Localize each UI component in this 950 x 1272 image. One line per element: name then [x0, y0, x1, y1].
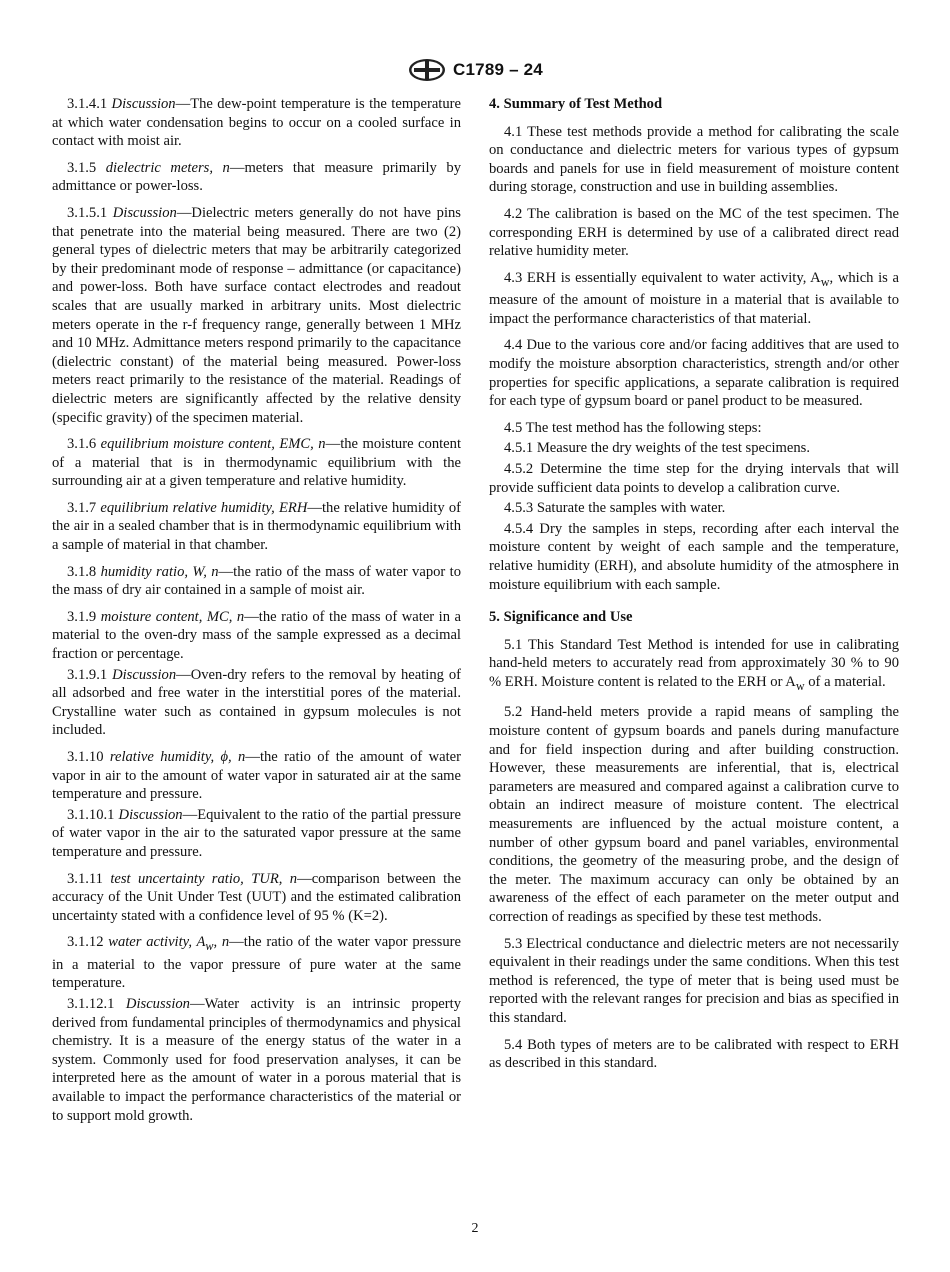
definition-3-1-10-1: 3.1.10.1 Discussion—Equivalent to the ratio of the partial pressure of water vapor in the air to the saturated vapor pressure at the same temperature and pressure.	[52, 806, 461, 860]
definition-3-1-11: 3.1.11 test uncertainty ratio, TUR, n—comparison between the accuracy of the Unit Under Test (UUT) and the estimated calibration uncertainty stated with a confidence level of 95 % (K=2).	[52, 870, 461, 924]
paragraph-4-2: 4.2 The calibration is based on the MC of the test specimen. The corresponding ERH is determined by use of a calibrated direct read relative humidity meter.	[489, 205, 899, 260]
page-header	[0, 57, 950, 83]
definition-3-1-12-1: 3.1.12.1 Discussion—Water activity is an intrinsic property derived from fundamental principles of thermodynamics and physical chemistry. It is a measure of the energy status of the water in a system. Commonly used for food preservation analyses, it can be interpreted here as the amount of water in a porous material that is available to impact the performance characteristics of the material or to support mold growth.	[52, 996, 461, 1124]
section-5-heading: 5. Significance and Use	[489, 609, 633, 626]
definition-3-1-8: 3.1.8 humidity ratio, W, n—the ratio of the mass of water vapor to the mass of dry air contained in a sample of moist air.	[52, 563, 461, 599]
left-column	[52, 95, 461, 1133]
right-column	[489, 95, 899, 1081]
definition-3-1-10: 3.1.10 relative humidity, ϕ, n—the ratio of the amount of water vapor in air to the amount of water vapor in saturated air at the same temperature and pressure.	[52, 749, 461, 803]
paragraph-4-5: 4.5 The test method has the following steps:	[504, 419, 762, 436]
paragraph-4-5-1: 4.5.1 Measure the dry weights of the test specimens.	[504, 440, 810, 457]
definition-3-1-9: 3.1.9 moisture content, MC, n—the ratio of the mass of water in a material to the oven-dry mass of the sample expressed as a decimal fraction or percentage.	[52, 608, 461, 663]
definition-3-1-12: 3.1.12 water activity, $A_w$, n—the ratio of the water vapor pressure in a material to the vapor pressure of pure water at the same temperature.	[52, 934, 461, 992]
page-number: 2	[471, 1221, 479, 1236]
paragraph-4-4: 4.4 Due to the various core and/or facing additives that are used to modify the moisture absorption characteristics, strength and/or other properties for specific applications, a separate calibration is required for each type of gypsum board or panel product to be measured.	[489, 337, 899, 410]
definition-3-1-4-1: 3.1.4.1 Discussion—The dew-point temperature is the temperature at which water condensation begins to occur on a cooled surface in contact with moist air.	[52, 96, 461, 150]
document-id: C1789 – 24	[453, 60, 543, 79]
paragraph-5-2: 5.2 Hand-held meters provide a rapid means of sampling the moisture content of gypsum boards and panels during manufacture and for field inspection during and after building construction. However, these measurements are inferential, that is, electrical parameters are measured and compared against a calibration curve to obtain an indirect measure of moisture content. The electrical measurements are influenced by the actual moisture content, a number of other gypsum board and panel variables, environmental conditions, the geometry of the measuring probe, and the design of the meter. The maximum accuracy can only be obtained by an awareness of the effect of each parameter on the meter output and correction of readings as specified by these test methods.	[489, 704, 899, 925]
section-4-heading: 4. Summary of Test Method	[489, 96, 663, 112]
paragraph-5-4: 5.4 Both types of meters are to be calibrated with respect to ERH as described in this standard.	[489, 1036, 899, 1072]
paragraph-5-1: 5.1 This Standard Test Method is intended for use in calibrating hand-held meters to accurately read from approximately 30 % to 90 % ERH. Moisture content is related to the ERH or $A_w$ of a material.	[489, 636, 899, 693]
definition-3-1-9-1: 3.1.9.1 Discussion—Oven-dry refers to the removal by heating of all adsorbed and free water in the interstitial pores of the material. Crystalline water such as contained in gypsum molecules is not included.	[52, 666, 461, 739]
definition-3-1-6: 3.1.6 equilibrium moisture content, EMC, n—the moisture content of a material that is in thermodynamic equilibrium with the surrounding air at a given temperature and relative humidity.	[52, 436, 461, 490]
paragraph-5-3: 5.3 Electrical conductance and dielectric meters are not necessarily equivalent in their readings under the same conditions. When this test method is referenced, the type of meter that is being used must be reported with the relevant ranges for precision and bias as specified in this standard.	[489, 935, 899, 1026]
definition-3-1-5-1: 3.1.5.1 Discussion—Dielectric meters generally do not have pins that penetrate into the material being measured. There are two (2) general types of dielectric meters that may be arbitrarily categorized by their predominant mode of response – admittance (or capacitance) and power-loss. Both have surface contact electrodes and readout scales that are usually marked in arbitrary units. Most dielectric meters operate in the r-f frequency range, generally between 1 MHz and 10 MHz. Admittance meters respond primarily to the capacitance (dielectric constant) of the material being measured. Power-loss meters react primarily to the resistance of the material. Readings of dielectric meters are significantly affected by the relative density (specific gravity) of the specimen material.	[52, 204, 461, 426]
definition-3-1-7: 3.1.7 equilibrium relative humidity, ERH—the relative humidity of the air in a sealed chamber that is in thermodynamic equilibrium with a sample of material in that chamber.	[52, 499, 461, 554]
astm-logo-icon	[407, 58, 447, 82]
definition-3-1-5: 3.1.5 dielectric meters, n—meters that measure primarily by admittance or power-loss.	[52, 159, 461, 195]
paragraph-4-1: 4.1 These test methods provide a method for calibrating the scale on conductance and dielectric meters for various types of gypsum boards and panels for use in field measurement of moisture content during storage, construction and use in building assemblies.	[489, 123, 899, 196]
paragraph-4-5-3: 4.5.3 Saturate the samples with water.	[504, 500, 726, 517]
paragraph-4-3: 4.3 ERH is essentially equivalent to water activity, $A_w$, which is a measure of the amount of moisture in a material that is available to impact the performance characteristics of that material.	[489, 269, 899, 327]
paragraph-4-5-4: 4.5.4 Dry the samples in steps, recording after each interval the moisture content by weight of each sample and the temperature, relative humidity (ERH), and absolute humidity of the atmosphere in moisture equilibrium with each sample.	[489, 520, 899, 593]
paragraph-4-5-2: 4.5.2 Determine the time step for the drying intervals that will provide sufficient data points to develop a calibration curve.	[489, 461, 899, 496]
